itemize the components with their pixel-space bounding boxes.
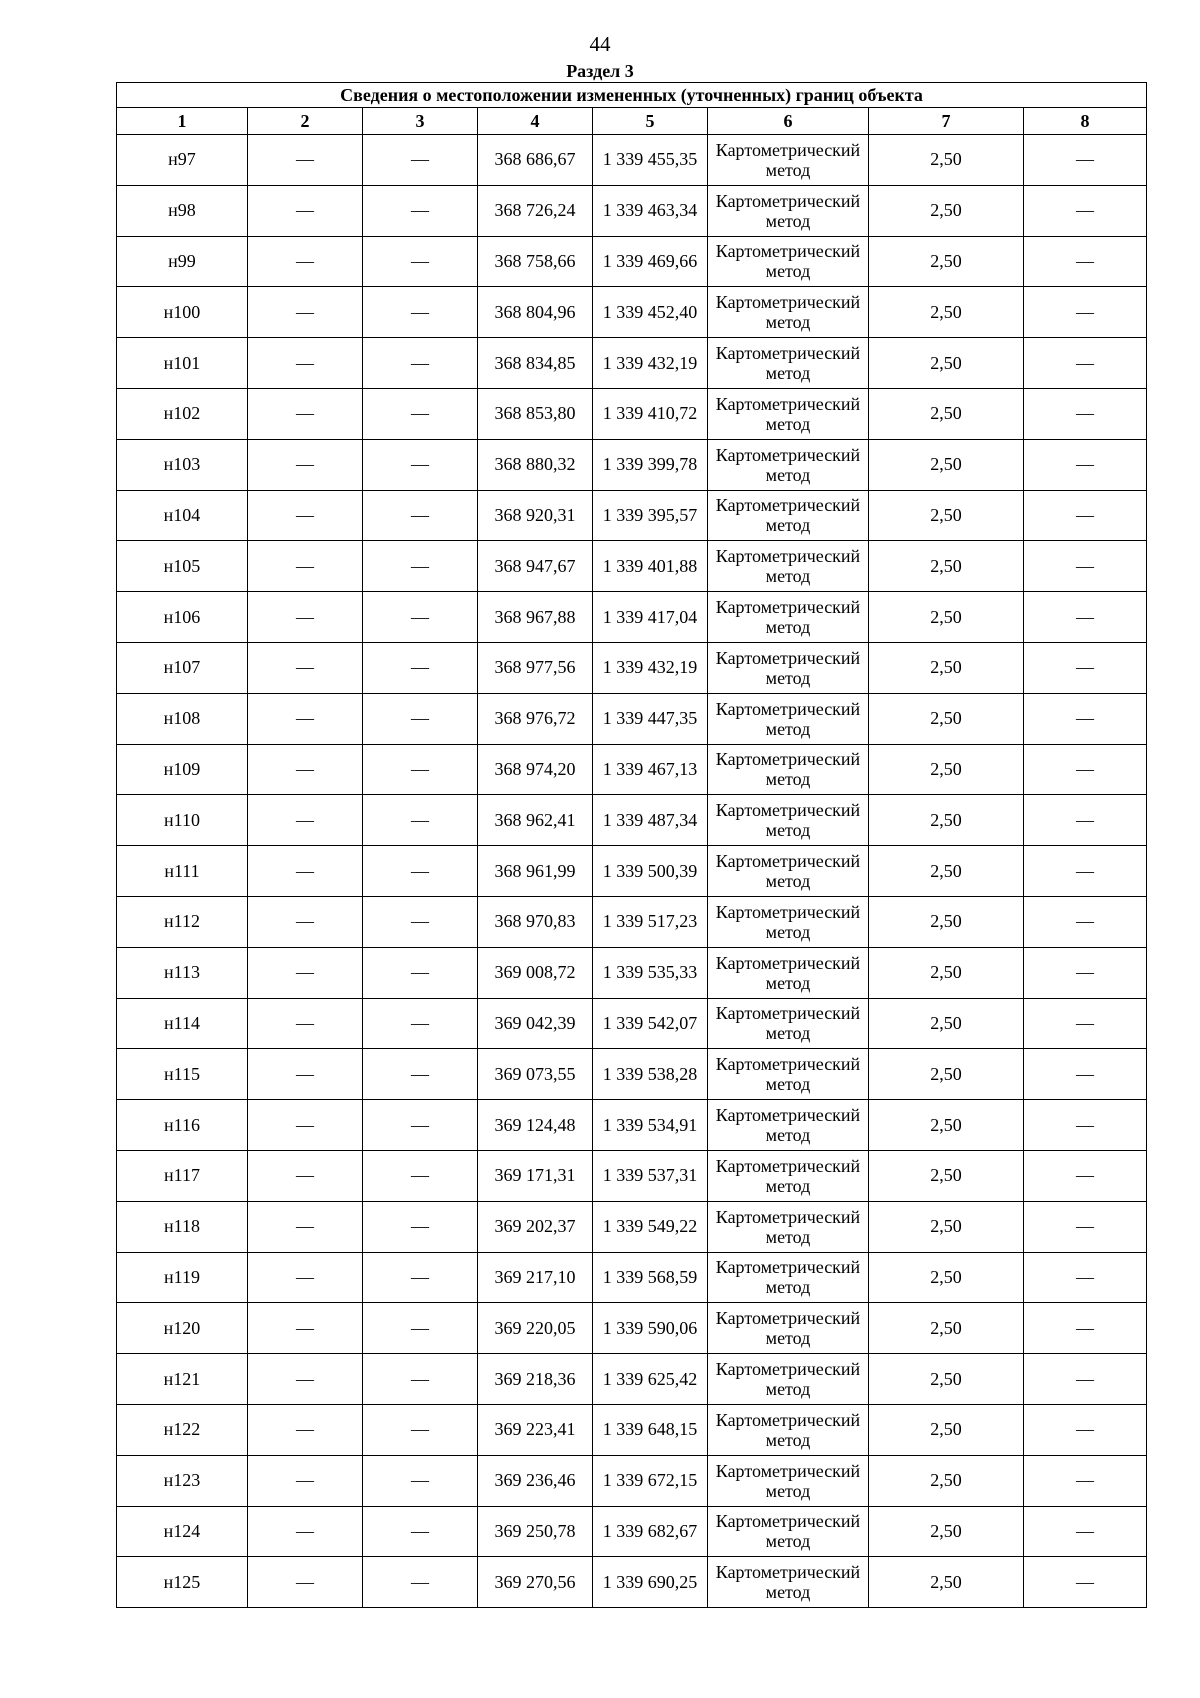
point-id-cell: н106: [117, 592, 248, 643]
point-id-cell: н122: [117, 1404, 248, 1455]
y-coordinate-cell: 1 339 463,34: [593, 185, 708, 236]
col3-cell: —: [363, 135, 478, 186]
point-id-cell: н97: [117, 135, 248, 186]
table-row: [117, 388, 1147, 439]
accuracy-cell: 2,50: [869, 896, 1024, 947]
y-coordinate-cell: 1 339 447,35: [593, 693, 708, 744]
table-row: [117, 998, 1147, 1049]
point-id-cell: н118: [117, 1201, 248, 1252]
point-id-cell: н120: [117, 1303, 248, 1354]
column-header: 7: [869, 108, 1024, 135]
col2-cell: —: [248, 592, 363, 643]
y-coordinate-cell: 1 339 534,91: [593, 1100, 708, 1151]
table-row: [117, 1557, 1147, 1608]
y-coordinate-cell: 1 339 455,35: [593, 135, 708, 186]
col2-cell: —: [248, 287, 363, 338]
y-coordinate-cell: 1 339 690,25: [593, 1557, 708, 1608]
method-cell: Картометрический метод: [708, 236, 869, 287]
column-header: 6: [708, 108, 869, 135]
col2-cell: —: [248, 693, 363, 744]
col3-cell: —: [363, 1201, 478, 1252]
y-coordinate-cell: 1 339 535,33: [593, 947, 708, 998]
col3-cell: —: [363, 439, 478, 490]
accuracy-cell: 2,50: [869, 541, 1024, 592]
col8-cell: —: [1024, 795, 1147, 846]
y-coordinate-cell: 1 339 682,67: [593, 1506, 708, 1557]
point-id-cell: н119: [117, 1252, 248, 1303]
col3-cell: —: [363, 287, 478, 338]
col8-cell: —: [1024, 439, 1147, 490]
column-header: 5: [593, 108, 708, 135]
point-id-cell: н125: [117, 1557, 248, 1608]
point-id-cell: н103: [117, 439, 248, 490]
y-coordinate-cell: 1 339 538,28: [593, 1049, 708, 1100]
point-id-cell: н116: [117, 1100, 248, 1151]
col3-cell: —: [363, 744, 478, 795]
x-coordinate-cell: 368 880,32: [478, 439, 593, 490]
col2-cell: —: [248, 896, 363, 947]
col3-cell: —: [363, 1354, 478, 1405]
table-caption-row: [117, 83, 1147, 108]
x-coordinate-cell: 368 804,96: [478, 287, 593, 338]
y-coordinate-cell: 1 339 467,13: [593, 744, 708, 795]
table-row: [117, 947, 1147, 998]
col8-cell: —: [1024, 592, 1147, 643]
section-title: Раздел 3: [566, 61, 634, 81]
accuracy-cell: 2,50: [869, 338, 1024, 389]
y-coordinate-cell: 1 339 410,72: [593, 388, 708, 439]
col3-cell: —: [363, 185, 478, 236]
table-row: [117, 1201, 1147, 1252]
col2-cell: —: [248, 1049, 363, 1100]
col3-cell: —: [363, 1303, 478, 1354]
x-coordinate-cell: 369 171,31: [478, 1150, 593, 1201]
point-id-cell: н108: [117, 693, 248, 744]
accuracy-cell: 2,50: [869, 1303, 1024, 1354]
x-coordinate-cell: 368 758,66: [478, 236, 593, 287]
table-row: [117, 1354, 1147, 1405]
y-coordinate-cell: 1 339 399,78: [593, 439, 708, 490]
method-cell: Картометрический метод: [708, 1455, 869, 1506]
col8-cell: —: [1024, 1201, 1147, 1252]
point-id-cell: н112: [117, 896, 248, 947]
table-row: [117, 1404, 1147, 1455]
point-id-cell: н111: [117, 846, 248, 897]
method-cell: Картометрический метод: [708, 1404, 869, 1455]
col8-cell: —: [1024, 1049, 1147, 1100]
col3-cell: —: [363, 693, 478, 744]
method-cell: Картометрический метод: [708, 287, 869, 338]
y-coordinate-cell: 1 339 401,88: [593, 541, 708, 592]
col8-cell: —: [1024, 896, 1147, 947]
col8-cell: —: [1024, 1404, 1147, 1455]
column-header-row: [117, 108, 1147, 135]
accuracy-cell: 2,50: [869, 490, 1024, 541]
method-cell: Картометрический метод: [708, 135, 869, 186]
accuracy-cell: 2,50: [869, 1049, 1024, 1100]
y-coordinate-cell: 1 339 672,15: [593, 1455, 708, 1506]
table-row: [117, 1049, 1147, 1100]
x-coordinate-cell: 369 042,39: [478, 998, 593, 1049]
x-coordinate-cell: 369 073,55: [478, 1049, 593, 1100]
col2-cell: —: [248, 388, 363, 439]
accuracy-cell: 2,50: [869, 693, 1024, 744]
x-coordinate-cell: 368 970,83: [478, 896, 593, 947]
method-cell: Картометрический метод: [708, 947, 869, 998]
col2-cell: —: [248, 236, 363, 287]
col2-cell: —: [248, 744, 363, 795]
col2-cell: —: [248, 338, 363, 389]
col3-cell: —: [363, 490, 478, 541]
column-header: 2: [248, 108, 363, 135]
col2-cell: —: [248, 1100, 363, 1151]
y-coordinate-cell: 1 339 500,39: [593, 846, 708, 897]
table-row: [117, 744, 1147, 795]
col3-cell: —: [363, 947, 478, 998]
method-cell: Картометрический метод: [708, 338, 869, 389]
accuracy-cell: 2,50: [869, 439, 1024, 490]
col8-cell: —: [1024, 490, 1147, 541]
col8-cell: —: [1024, 1100, 1147, 1151]
col8-cell: —: [1024, 1303, 1147, 1354]
method-cell: Картометрический метод: [708, 1303, 869, 1354]
col2-cell: —: [248, 998, 363, 1049]
col2-cell: —: [248, 1404, 363, 1455]
table-row: [117, 846, 1147, 897]
method-cell: Картометрический метод: [708, 896, 869, 947]
y-coordinate-cell: 1 339 542,07: [593, 998, 708, 1049]
x-coordinate-cell: 368 977,56: [478, 642, 593, 693]
y-coordinate-cell: 1 339 625,42: [593, 1354, 708, 1405]
col8-cell: —: [1024, 287, 1147, 338]
col8-cell: —: [1024, 541, 1147, 592]
accuracy-cell: 2,50: [869, 1150, 1024, 1201]
col8-cell: —: [1024, 185, 1147, 236]
page-number: 44: [589, 32, 611, 56]
col2-cell: —: [248, 135, 363, 186]
table-row: [117, 896, 1147, 947]
method-cell: Картометрический метод: [708, 1557, 869, 1608]
col3-cell: —: [363, 338, 478, 389]
col3-cell: —: [363, 592, 478, 643]
method-cell: Картометрический метод: [708, 693, 869, 744]
col3-cell: —: [363, 846, 478, 897]
table-row: [117, 642, 1147, 693]
method-cell: Картометрический метод: [708, 744, 869, 795]
column-header: 4: [478, 108, 593, 135]
col8-cell: —: [1024, 642, 1147, 693]
col3-cell: —: [363, 1100, 478, 1151]
col8-cell: —: [1024, 1150, 1147, 1201]
accuracy-cell: 2,50: [869, 744, 1024, 795]
y-coordinate-cell: 1 339 469,66: [593, 236, 708, 287]
col3-cell: —: [363, 1455, 478, 1506]
table-caption: Сведения о местоположении измененных (уточненных) границ объекта: [117, 83, 1147, 108]
method-cell: Картометрический метод: [708, 439, 869, 490]
col8-cell: —: [1024, 236, 1147, 287]
col2-cell: —: [248, 1455, 363, 1506]
col2-cell: —: [248, 490, 363, 541]
col8-cell: —: [1024, 744, 1147, 795]
column-header: 3: [363, 108, 478, 135]
point-id-cell: н101: [117, 338, 248, 389]
point-id-cell: н115: [117, 1049, 248, 1100]
x-coordinate-cell: 369 236,46: [478, 1455, 593, 1506]
method-cell: Картометрический метод: [708, 846, 869, 897]
method-cell: Картометрический метод: [708, 592, 869, 643]
x-coordinate-cell: 368 974,20: [478, 744, 593, 795]
col8-cell: —: [1024, 1506, 1147, 1557]
col8-cell: —: [1024, 1455, 1147, 1506]
point-id-cell: н121: [117, 1354, 248, 1405]
x-coordinate-cell: 368 920,31: [478, 490, 593, 541]
point-id-cell: н110: [117, 795, 248, 846]
accuracy-cell: 2,50: [869, 1100, 1024, 1151]
x-coordinate-cell: 368 853,80: [478, 388, 593, 439]
column-header: 8: [1024, 108, 1147, 135]
accuracy-cell: 2,50: [869, 185, 1024, 236]
method-cell: Картометрический метод: [708, 1049, 869, 1100]
table-row: [117, 338, 1147, 389]
table-row: [117, 236, 1147, 287]
col3-cell: —: [363, 896, 478, 947]
accuracy-cell: 2,50: [869, 1354, 1024, 1405]
x-coordinate-cell: 369 250,78: [478, 1506, 593, 1557]
y-coordinate-cell: 1 339 549,22: [593, 1201, 708, 1252]
col3-cell: —: [363, 1150, 478, 1201]
col3-cell: —: [363, 1252, 478, 1303]
col8-cell: —: [1024, 1252, 1147, 1303]
accuracy-cell: 2,50: [869, 287, 1024, 338]
point-id-cell: н105: [117, 541, 248, 592]
point-id-cell: н124: [117, 1506, 248, 1557]
col2-cell: —: [248, 1150, 363, 1201]
accuracy-cell: 2,50: [869, 236, 1024, 287]
x-coordinate-cell: 368 947,67: [478, 541, 593, 592]
method-cell: Картометрический метод: [708, 388, 869, 439]
method-cell: Картометрический метод: [708, 490, 869, 541]
col8-cell: —: [1024, 947, 1147, 998]
y-coordinate-cell: 1 339 517,23: [593, 896, 708, 947]
col2-cell: —: [248, 642, 363, 693]
accuracy-cell: 2,50: [869, 1201, 1024, 1252]
table-row: [117, 795, 1147, 846]
col3-cell: —: [363, 1404, 478, 1455]
col3-cell: —: [363, 388, 478, 439]
col8-cell: —: [1024, 1557, 1147, 1608]
col2-cell: —: [248, 185, 363, 236]
y-coordinate-cell: 1 339 452,40: [593, 287, 708, 338]
col3-cell: —: [363, 795, 478, 846]
x-coordinate-cell: 369 217,10: [478, 1252, 593, 1303]
x-coordinate-cell: 369 124,48: [478, 1100, 593, 1151]
col3-cell: —: [363, 236, 478, 287]
table-row: [117, 1455, 1147, 1506]
accuracy-cell: 2,50: [869, 1506, 1024, 1557]
x-coordinate-cell: 369 218,36: [478, 1354, 593, 1405]
col2-cell: —: [248, 1506, 363, 1557]
y-coordinate-cell: 1 339 432,19: [593, 642, 708, 693]
accuracy-cell: 2,50: [869, 592, 1024, 643]
y-coordinate-cell: 1 339 395,57: [593, 490, 708, 541]
col2-cell: —: [248, 1252, 363, 1303]
col8-cell: —: [1024, 693, 1147, 744]
col3-cell: —: [363, 642, 478, 693]
table-row: [117, 287, 1147, 338]
point-id-cell: н107: [117, 642, 248, 693]
col2-cell: —: [248, 1354, 363, 1405]
x-coordinate-cell: 368 834,85: [478, 338, 593, 389]
x-coordinate-cell: 369 008,72: [478, 947, 593, 998]
method-cell: Картометрический метод: [708, 1201, 869, 1252]
y-coordinate-cell: 1 339 432,19: [593, 338, 708, 389]
table-row: [117, 1100, 1147, 1151]
col8-cell: —: [1024, 998, 1147, 1049]
x-coordinate-cell: 369 220,05: [478, 1303, 593, 1354]
point-id-cell: н113: [117, 947, 248, 998]
accuracy-cell: 2,50: [869, 135, 1024, 186]
col2-cell: —: [248, 1557, 363, 1608]
col3-cell: —: [363, 1049, 478, 1100]
table-row: [117, 693, 1147, 744]
accuracy-cell: 2,50: [869, 388, 1024, 439]
method-cell: Картометрический метод: [708, 1100, 869, 1151]
point-id-cell: н114: [117, 998, 248, 1049]
method-cell: Картометрический метод: [708, 642, 869, 693]
point-id-cell: н117: [117, 1150, 248, 1201]
point-id-cell: н102: [117, 388, 248, 439]
accuracy-cell: 2,50: [869, 1455, 1024, 1506]
table-row: [117, 1506, 1147, 1557]
col8-cell: —: [1024, 388, 1147, 439]
col2-cell: —: [248, 947, 363, 998]
method-cell: Картометрический метод: [708, 1150, 869, 1201]
method-cell: Картометрический метод: [708, 185, 869, 236]
y-coordinate-cell: 1 339 537,31: [593, 1150, 708, 1201]
col2-cell: —: [248, 541, 363, 592]
method-cell: Картометрический метод: [708, 1354, 869, 1405]
accuracy-cell: 2,50: [869, 947, 1024, 998]
method-cell: Картометрический метод: [708, 795, 869, 846]
accuracy-cell: 2,50: [869, 1557, 1024, 1608]
x-coordinate-cell: 369 223,41: [478, 1404, 593, 1455]
accuracy-cell: 2,50: [869, 998, 1024, 1049]
accuracy-cell: 2,50: [869, 795, 1024, 846]
table-row: [117, 185, 1147, 236]
point-id-cell: н109: [117, 744, 248, 795]
accuracy-cell: 2,50: [869, 642, 1024, 693]
y-coordinate-cell: 1 339 568,59: [593, 1252, 708, 1303]
col2-cell: —: [248, 1201, 363, 1252]
y-coordinate-cell: 1 339 417,04: [593, 592, 708, 643]
col3-cell: —: [363, 541, 478, 592]
accuracy-cell: 2,50: [869, 846, 1024, 897]
col3-cell: —: [363, 1506, 478, 1557]
y-coordinate-cell: 1 339 487,34: [593, 795, 708, 846]
col8-cell: —: [1024, 1354, 1147, 1405]
column-header: 1: [117, 108, 248, 135]
x-coordinate-cell: 368 967,88: [478, 592, 593, 643]
method-cell: Картометрический метод: [708, 1252, 869, 1303]
x-coordinate-cell: 369 202,37: [478, 1201, 593, 1252]
point-id-cell: н99: [117, 236, 248, 287]
accuracy-cell: 2,50: [869, 1404, 1024, 1455]
x-coordinate-cell: 368 961,99: [478, 846, 593, 897]
table-row: [117, 541, 1147, 592]
y-coordinate-cell: 1 339 590,06: [593, 1303, 708, 1354]
col2-cell: —: [248, 846, 363, 897]
point-id-cell: н104: [117, 490, 248, 541]
x-coordinate-cell: 368 976,72: [478, 693, 593, 744]
table-row: [117, 490, 1147, 541]
table-row: [117, 1252, 1147, 1303]
x-coordinate-cell: 369 270,56: [478, 1557, 593, 1608]
x-coordinate-cell: 368 686,67: [478, 135, 593, 186]
x-coordinate-cell: 368 726,24: [478, 185, 593, 236]
col2-cell: —: [248, 795, 363, 846]
accuracy-cell: 2,50: [869, 1252, 1024, 1303]
point-id-cell: н100: [117, 287, 248, 338]
table-row: [117, 1150, 1147, 1201]
col8-cell: —: [1024, 135, 1147, 186]
table-row: [117, 439, 1147, 490]
method-cell: Картометрический метод: [708, 541, 869, 592]
boundary-coordinates-table: [116, 82, 1147, 1608]
y-coordinate-cell: 1 339 648,15: [593, 1404, 708, 1455]
col8-cell: —: [1024, 846, 1147, 897]
col8-cell: —: [1024, 338, 1147, 389]
col3-cell: —: [363, 998, 478, 1049]
table-body: [117, 135, 1147, 1608]
method-cell: Картометрический метод: [708, 998, 869, 1049]
point-id-cell: н98: [117, 185, 248, 236]
x-coordinate-cell: 368 962,41: [478, 795, 593, 846]
table-row: [117, 135, 1147, 186]
col3-cell: —: [363, 1557, 478, 1608]
table-row: [117, 1303, 1147, 1354]
col2-cell: —: [248, 1303, 363, 1354]
col2-cell: —: [248, 439, 363, 490]
point-id-cell: н123: [117, 1455, 248, 1506]
method-cell: Картометрический метод: [708, 1506, 869, 1557]
table-row: [117, 592, 1147, 643]
